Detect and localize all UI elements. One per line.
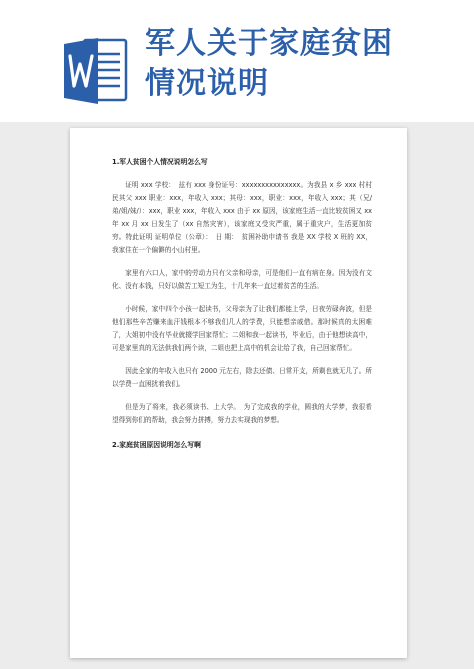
paragraph: 因此全家的年收入也只有 2000 元左右，除去还债、日常开支，所剩也就无几了。所以学费一直困扰着我们。 <box>112 367 372 388</box>
section-heading-2: 2.家庭贫困原因说明怎么写啊 <box>112 441 201 449</box>
header-banner <box>0 0 474 122</box>
paragraph: 但是为了将来，我必须读书、上大学。 为了完成我的学业，圆我的大学梦，我很希望得到你们的帮助，我会努力拼搏，努力去实现我的梦想。 <box>112 403 372 424</box>
word-document-icon <box>62 34 130 108</box>
document-page <box>70 128 407 658</box>
document-body <box>112 156 372 452</box>
page-title <box>145 24 465 104</box>
paragraph: 家里有六口人，家中的劳动力只有父亲和母亲，可是他们一直有病在身。因为没有文化、没有本钱，只好以做苦工短工为生，十几年来一直过着贫苦的生活。 <box>112 269 372 290</box>
title-line-1: 军人关于家庭贫困 <box>145 26 393 61</box>
paragraph: 证明 xxx 学校： 兹有 xxx 身份证号：xxxxxxxxxxxxxxx。为我县 x 乡 xxx 村村民其父 xxx 职业：xxx，年收入 xxx；其母：xxx，职业：xxx，年收入 xxx；其（兄/弟/姐/妹/）：xxx，职业 xxx，年收入 xxx 由于 xx 原因，该家庭生活一直比较贫困又 xx 年 xx 月 xx 日发生了（xx 自然灾害），该家庭又受灾严重，属于重灾户，生活更加贫穷。特此证明 证明单位（公章）： 日 期： 贫困补助申请书 我是 XX 学校 X 班的 XX，我家住在一个偏僻的小山村里。 <box>112 181 372 254</box>
title-line-2: 情况说明 <box>145 66 269 101</box>
section-heading-1: 1.军人贫困个人情况说明怎么写 <box>112 158 208 166</box>
paragraph: 小时候，家中四个小孩一起读书，父母亲为了让我们都能上学，日夜劳碌奔波，但是他们那些辛苦赚来血汗钱根本不够我们几人的学费，只能想亲戚借。那时候真的太困难了，大姐初中没有毕业就辍学回家帮忙；二姐和我一起读书，毕业后，由于他想读高中，可是家里真的无法供我们两个读，二姐也把上高中的机会让给了我，自己回家帮忙。 <box>112 305 372 352</box>
